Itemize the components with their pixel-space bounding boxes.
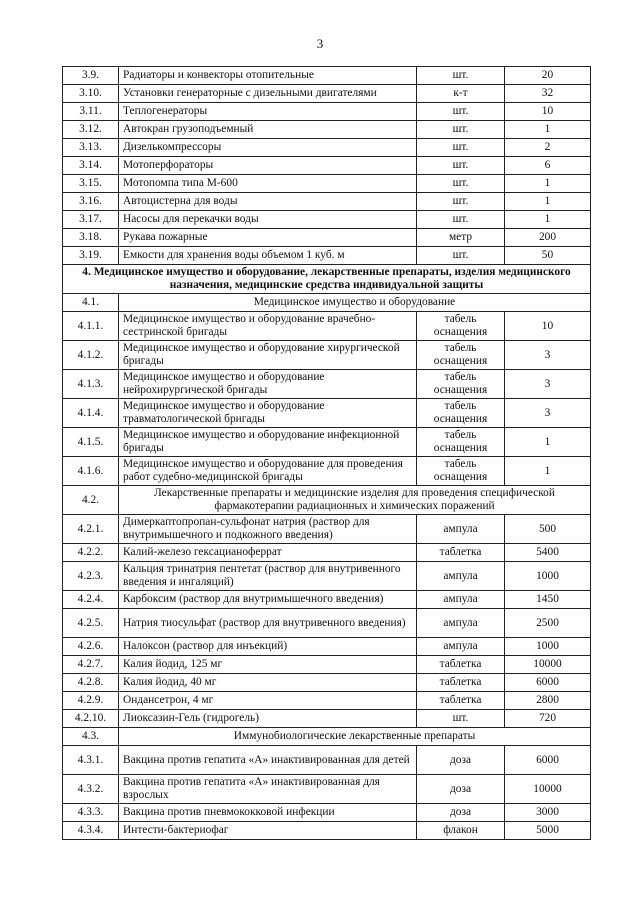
item-quantity: 2 xyxy=(505,139,591,157)
item-unit: табель оснащения xyxy=(417,399,505,428)
item-unit: табель оснащения xyxy=(417,341,505,370)
row-number: 3.12. xyxy=(63,121,119,139)
item-unit: ампула xyxy=(417,515,505,544)
item-quantity: 6 xyxy=(505,157,591,175)
item-name: Димеркаптопропан-сульфонат натрия (раствор для внутримышечного и подкожного введения) xyxy=(119,515,417,544)
row-number: 3.18. xyxy=(63,229,119,247)
item-quantity: 50 xyxy=(505,247,591,265)
item-quantity: 1 xyxy=(505,457,591,486)
table-row xyxy=(63,211,591,229)
item-name: Медицинское имущество и оборудование хирургической бригады xyxy=(119,341,417,370)
item-quantity: 5000 xyxy=(505,822,591,840)
item-name: Установки генераторные с дизельными двигателями xyxy=(119,85,417,103)
row-number: 4.3.3. xyxy=(63,804,119,822)
item-name: Медицинское имущество и оборудование для проведения работ судебно-медицинской бригады xyxy=(119,457,417,486)
item-quantity: 1000 xyxy=(505,638,591,656)
item-quantity: 200 xyxy=(505,229,591,247)
page-number: 3 xyxy=(316,36,324,51)
item-quantity: 6000 xyxy=(505,674,591,692)
section-header-row xyxy=(63,265,591,294)
item-name: Налоксон (раствор для инъекций) xyxy=(119,638,417,656)
item-quantity: 3 xyxy=(505,370,591,399)
item-unit: к-т xyxy=(417,85,505,103)
item-name: Вакцина против гепатита «А» инактивированная для детей xyxy=(119,746,417,775)
item-name: Натрия тиосульфат (раствор для внутривенного введения) xyxy=(119,609,417,638)
table-row xyxy=(63,193,591,211)
table-row xyxy=(63,85,591,103)
item-quantity: 1 xyxy=(505,193,591,211)
supply-table-body xyxy=(63,67,591,840)
table-row xyxy=(63,562,591,591)
item-unit: шт. xyxy=(417,67,505,85)
item-name: Дизелькомпрессоры xyxy=(119,139,417,157)
item-unit: доза xyxy=(417,804,505,822)
item-name: Мотоперфораторы xyxy=(119,157,417,175)
item-unit: табель оснащения xyxy=(417,312,505,341)
row-number: 3.16. xyxy=(63,193,119,211)
item-name: Медицинское имущество и оборудование травматологической бригады xyxy=(119,399,417,428)
item-quantity: 5400 xyxy=(505,544,591,562)
item-name: Теплогенераторы xyxy=(119,103,417,121)
section-title: 4. Медицинское имущество и оборудование, лекарственные препараты, изделия медицинского назначения, медицинские средства индивидуальной защиты xyxy=(63,265,591,294)
row-number: 4.2.1. xyxy=(63,515,119,544)
item-name: Автокран грузоподъемный xyxy=(119,121,417,139)
item-quantity: 1 xyxy=(505,428,591,457)
table-row xyxy=(63,544,591,562)
table-row xyxy=(63,121,591,139)
table-row xyxy=(63,312,591,341)
row-number: 4.2.2. xyxy=(63,544,119,562)
item-unit: шт. xyxy=(417,139,505,157)
item-name: Медицинское имущество и оборудование нейрохирургической бригады xyxy=(119,370,417,399)
row-number: 4.3. xyxy=(63,728,119,746)
item-unit: шт. xyxy=(417,193,505,211)
subsection-title: Медицинское имущество и оборудование xyxy=(119,294,591,312)
row-number: 4.2. xyxy=(63,486,119,515)
table-row xyxy=(63,457,591,486)
item-quantity: 720 xyxy=(505,710,591,728)
item-unit: ампула xyxy=(417,562,505,591)
item-name: Кальция тринатрия пентетат (раствор для внутривенного введения и ингаляций) xyxy=(119,562,417,591)
table-row xyxy=(63,103,591,121)
item-quantity: 10000 xyxy=(505,656,591,674)
table-row xyxy=(63,746,591,775)
row-number: 4.1.5. xyxy=(63,428,119,457)
row-number: 3.14. xyxy=(63,157,119,175)
item-quantity: 10 xyxy=(505,103,591,121)
row-number: 4.1.6. xyxy=(63,457,119,486)
item-name: Радиаторы и конвекторы отопительные xyxy=(119,67,417,85)
table-row xyxy=(63,341,591,370)
item-name: Калия йодид, 40 мг xyxy=(119,674,417,692)
item-unit: таблетка xyxy=(417,544,505,562)
item-unit: таблетка xyxy=(417,656,505,674)
item-name: Вакцина против гепатита «А» инактивированная для взрослых xyxy=(119,775,417,804)
table-row xyxy=(63,674,591,692)
row-number: 3.15. xyxy=(63,175,119,193)
item-unit: шт. xyxy=(417,211,505,229)
subsection-row xyxy=(63,486,591,515)
table-row xyxy=(63,656,591,674)
row-number: 4.2.8. xyxy=(63,674,119,692)
item-unit: доза xyxy=(417,746,505,775)
item-name: Калий-железо гексацианоферрат xyxy=(119,544,417,562)
table-row xyxy=(63,157,591,175)
item-name: Автоцистерна для воды xyxy=(119,193,417,211)
row-number: 4.2.4. xyxy=(63,591,119,609)
item-unit: шт. xyxy=(417,121,505,139)
row-number: 3.13. xyxy=(63,139,119,157)
item-unit: доза xyxy=(417,775,505,804)
item-name: Рукава пожарные xyxy=(119,229,417,247)
item-name: Лиоксазин-Гель (гидрогель) xyxy=(119,710,417,728)
table-row xyxy=(63,229,591,247)
subsection-row xyxy=(63,294,591,312)
row-number: 4.1.3. xyxy=(63,370,119,399)
item-unit: ампула xyxy=(417,609,505,638)
item-quantity: 1450 xyxy=(505,591,591,609)
table-row xyxy=(63,591,591,609)
table-row xyxy=(63,67,591,85)
item-quantity: 10000 xyxy=(505,775,591,804)
table-row xyxy=(63,370,591,399)
row-number: 3.19. xyxy=(63,247,119,265)
item-quantity: 3 xyxy=(505,341,591,370)
item-unit: табель оснащения xyxy=(417,457,505,486)
row-number: 3.17. xyxy=(63,211,119,229)
item-unit: метр xyxy=(417,229,505,247)
item-quantity: 3 xyxy=(505,399,591,428)
row-number: 4.1.4. xyxy=(63,399,119,428)
table-row xyxy=(63,775,591,804)
table-row xyxy=(63,822,591,840)
item-name: Вакцина против пневмококковой инфекции xyxy=(119,804,417,822)
item-unit: шт. xyxy=(417,103,505,121)
table-row xyxy=(63,692,591,710)
item-quantity: 32 xyxy=(505,85,591,103)
item-name: Калия йодид, 125 мг xyxy=(119,656,417,674)
item-quantity: 1 xyxy=(505,211,591,229)
table-row xyxy=(63,609,591,638)
item-quantity: 6000 xyxy=(505,746,591,775)
row-number: 4.3.1. xyxy=(63,746,119,775)
row-number: 3.11. xyxy=(63,103,119,121)
item-quantity: 2500 xyxy=(505,609,591,638)
item-unit: шт. xyxy=(417,157,505,175)
table-row xyxy=(63,175,591,193)
item-quantity: 2800 xyxy=(505,692,591,710)
row-number: 4.1.1. xyxy=(63,312,119,341)
subsection-row xyxy=(63,728,591,746)
item-unit: таблетка xyxy=(417,692,505,710)
item-name: Медицинское имущество и оборудование врачебно-сестринской бригады xyxy=(119,312,417,341)
item-unit: шт. xyxy=(417,710,505,728)
item-unit: ампула xyxy=(417,591,505,609)
item-name: Интести-бактериофаг xyxy=(119,822,417,840)
table-row xyxy=(63,428,591,457)
row-number: 4.3.4. xyxy=(63,822,119,840)
item-quantity: 10 xyxy=(505,312,591,341)
item-name: Ондансетрон, 4 мг xyxy=(119,692,417,710)
item-name: Карбоксим (раствор для внутримышечного введения) xyxy=(119,591,417,609)
item-quantity: 1 xyxy=(505,175,591,193)
table-row xyxy=(63,247,591,265)
row-number: 4.1.2. xyxy=(63,341,119,370)
item-unit: табель оснащения xyxy=(417,428,505,457)
item-name: Медицинское имущество и оборудование инфекционной бригады xyxy=(119,428,417,457)
supply-table xyxy=(62,66,591,840)
table-row xyxy=(63,515,591,544)
item-name: Насосы для перекачки воды xyxy=(119,211,417,229)
row-number: 4.2.10. xyxy=(63,710,119,728)
subsection-title: Лекарственные препараты и медицинские изделия для проведения специфической фармакотерапии радиационных и химических поражений xyxy=(119,486,591,515)
row-number: 4.2.7. xyxy=(63,656,119,674)
item-unit: шт. xyxy=(417,247,505,265)
table-row xyxy=(63,139,591,157)
table-row xyxy=(63,638,591,656)
item-unit: ампула xyxy=(417,638,505,656)
item-unit: таблетка xyxy=(417,674,505,692)
item-unit: табель оснащения xyxy=(417,370,505,399)
row-number: 4.2.9. xyxy=(63,692,119,710)
table-row xyxy=(63,399,591,428)
row-number: 4.2.5. xyxy=(63,609,119,638)
subsection-title: Иммунобиологические лекарственные препараты xyxy=(119,728,591,746)
item-name: Мотопомпа типа М-600 xyxy=(119,175,417,193)
row-number: 4.2.6. xyxy=(63,638,119,656)
row-number: 4.1. xyxy=(63,294,119,312)
item-name: Емкости для хранения воды объемом 1 куб. м xyxy=(119,247,417,265)
item-quantity: 1 xyxy=(505,121,591,139)
row-number: 4.3.2. xyxy=(63,775,119,804)
item-quantity: 500 xyxy=(505,515,591,544)
item-unit: шт. xyxy=(417,175,505,193)
row-number: 3.9. xyxy=(63,67,119,85)
item-quantity: 1000 xyxy=(505,562,591,591)
item-quantity: 3000 xyxy=(505,804,591,822)
table-row xyxy=(63,710,591,728)
item-quantity: 20 xyxy=(505,67,591,85)
table-row xyxy=(63,804,591,822)
row-number: 4.2.3. xyxy=(63,562,119,591)
item-unit: флакон xyxy=(417,822,505,840)
row-number: 3.10. xyxy=(63,85,119,103)
